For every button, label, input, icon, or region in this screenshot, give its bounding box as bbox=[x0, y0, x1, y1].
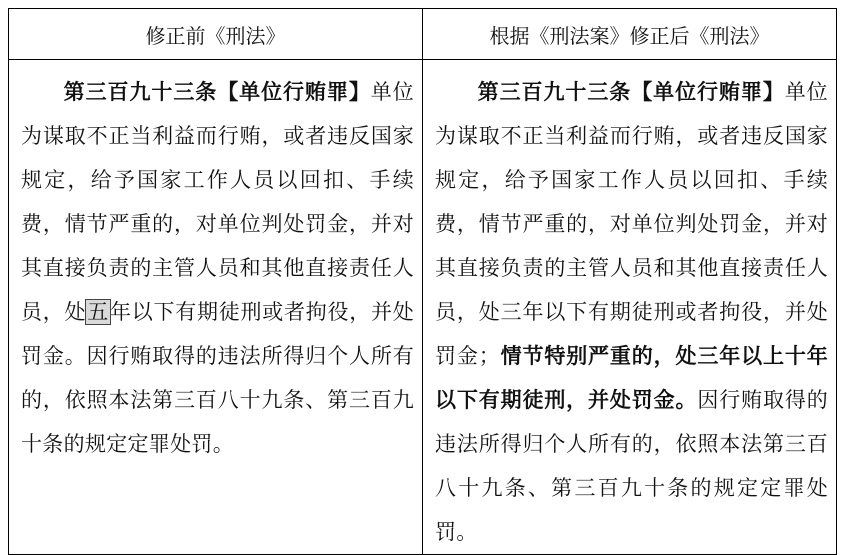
article-title-after: 第三百九十三条【单位行贿罪】 bbox=[477, 79, 785, 104]
header-after-amendment: 根据《刑法案》修正后《刑法》 bbox=[423, 9, 837, 60]
header-before-amendment: 修正前《刑法》 bbox=[9, 9, 423, 60]
header-row bbox=[9, 9, 837, 60]
article-after bbox=[435, 60, 828, 554]
content-row bbox=[9, 60, 837, 555]
article-text-before-part1: 单位为谋取不正当利益而行贿，或者违反国家规定，给予国家工作人员以回扣、手续费，情节严重的，对单位判处罚金，并对其直接负责的主管人员和其他直接责任人员，处 bbox=[21, 80, 414, 324]
article-title-before: 第三百九十三条【单位行贿罪】 bbox=[63, 79, 371, 104]
cell-before-amendment bbox=[9, 60, 423, 555]
article-text-after-part1: 单位为谋取不正当利益而行贿，或者违反国家规定，给予国家工作人员以回扣、手续费，情节严重的，对单位判处罚金，并对其直接负责的主管人员和其他直接责任人员，处三年以下有期徒刑或者拘役，并处罚金； bbox=[435, 80, 828, 368]
article-text-before-part2: 年以下有期徒刑或者拘役，并处罚金。因行贿取得的违法所得归个人所有的，依照本法第三百八十九条、第三百九十条的规定定罪处罚。 bbox=[21, 300, 414, 456]
article-text-after-part2: 因行贿取得的违法所得归个人所有的，依照本法第三百八十九条、第三百九十条的规定定罪处罚。 bbox=[435, 388, 828, 544]
cell-after-amendment bbox=[423, 60, 837, 555]
highlighted-change: 五 bbox=[87, 300, 109, 324]
comparison-table bbox=[8, 8, 837, 555]
added-clause: 情节特别严重的，处三年以上十年以下有期徒刑，并处罚金。 bbox=[435, 343, 828, 412]
article-before bbox=[21, 60, 414, 466]
